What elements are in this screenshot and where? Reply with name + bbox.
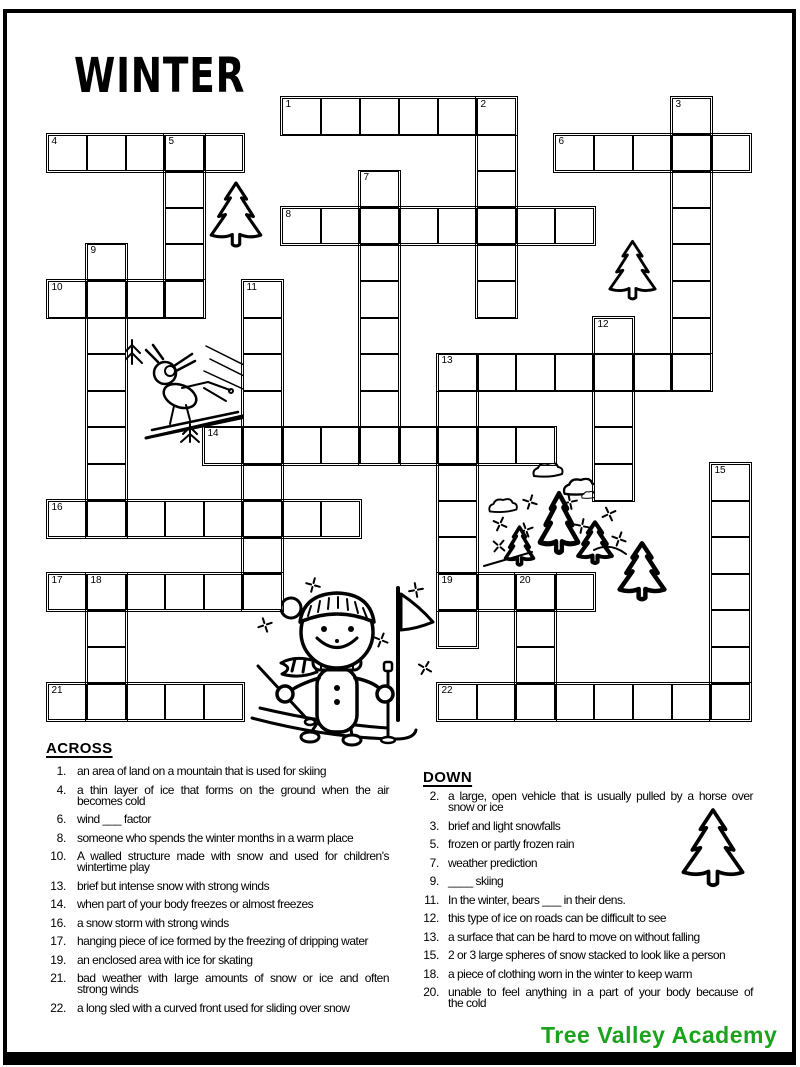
grid-cell[interactable] bbox=[477, 354, 516, 391]
clue-item bbox=[46, 936, 389, 947]
grid-cell[interactable] bbox=[516, 354, 555, 391]
grid-cell[interactable] bbox=[399, 98, 438, 135]
clue-number: 14. bbox=[50, 897, 66, 911]
clue-text: when part of your body freezes or almost freezes bbox=[77, 897, 314, 911]
grid-cell-number: 21 bbox=[51, 684, 63, 696]
tree-valley-academy-logo: Tree Valley Academy bbox=[541, 1022, 778, 1048]
clue-number: 18. bbox=[423, 966, 439, 981]
grid-cell[interactable] bbox=[672, 684, 711, 721]
clue-text: a surface that can be hard to move on without falling bbox=[448, 929, 700, 944]
grid-cell[interactable] bbox=[477, 427, 516, 464]
grid-cell[interactable] bbox=[672, 171, 711, 208]
clue-number: 8. bbox=[56, 830, 66, 845]
grid-cell[interactable] bbox=[711, 501, 750, 538]
clue-number: 13. bbox=[50, 878, 66, 893]
grid-cell[interactable] bbox=[321, 98, 360, 135]
clue-item bbox=[423, 966, 753, 981]
clue-text: a long sled with a curved front used for sliding over snow bbox=[77, 1000, 350, 1015]
clue-number: 6. bbox=[56, 812, 66, 826]
clue-item bbox=[46, 851, 389, 873]
down-clues-section bbox=[423, 769, 753, 1017]
grid-cell[interactable] bbox=[438, 537, 477, 574]
grid-cell-number: 15 bbox=[714, 465, 726, 476]
grid-cell[interactable] bbox=[360, 354, 399, 391]
clue-item bbox=[423, 791, 753, 813]
grid-cell[interactable] bbox=[672, 318, 711, 355]
grid-cell[interactable] bbox=[438, 427, 477, 464]
clue-item bbox=[423, 876, 753, 887]
grid-cell[interactable] bbox=[87, 574, 126, 611]
grid-cell[interactable] bbox=[516, 574, 555, 611]
grid-cell[interactable] bbox=[87, 464, 126, 501]
grid-cell[interactable] bbox=[672, 354, 711, 391]
grid-cell[interactable] bbox=[204, 501, 243, 538]
clue-number: 16. bbox=[50, 915, 66, 930]
grid-cell[interactable] bbox=[48, 684, 87, 721]
clue-item bbox=[46, 814, 389, 825]
grid-cell[interactable] bbox=[204, 574, 243, 611]
clue-number: 17. bbox=[50, 934, 66, 948]
grid-cell-number: 10 bbox=[51, 282, 63, 293]
grid-cell[interactable] bbox=[243, 464, 282, 501]
grid-cell-number: 20 bbox=[519, 574, 531, 586]
grid-cell[interactable] bbox=[594, 135, 633, 172]
clue-number: 19. bbox=[50, 952, 66, 967]
clue-item bbox=[423, 913, 753, 924]
grid-cell-number: 18 bbox=[90, 574, 102, 586]
down-header: DOWN bbox=[423, 769, 473, 786]
grid-cell-number: 14 bbox=[207, 428, 219, 440]
clue-text: brief and light snowfalls bbox=[448, 818, 561, 833]
grid-cell[interactable] bbox=[594, 391, 633, 428]
grid-cell[interactable] bbox=[477, 684, 516, 721]
clue-number: 22. bbox=[50, 1000, 66, 1015]
grid-cell[interactable] bbox=[48, 281, 87, 318]
grid-cell-number: 5 bbox=[168, 135, 175, 147]
grid-cell[interactable] bbox=[87, 244, 126, 281]
grid-cell-number: 16 bbox=[51, 501, 63, 513]
grid-cell[interactable] bbox=[282, 208, 321, 245]
clue-text: 2 or 3 large spheres of snow stacked to look like a person bbox=[448, 948, 726, 962]
grid-cell[interactable] bbox=[516, 684, 555, 721]
grid-cell[interactable] bbox=[516, 208, 555, 245]
grid-cell[interactable] bbox=[243, 281, 282, 318]
grid-cell[interactable] bbox=[165, 135, 204, 172]
grid-cell[interactable] bbox=[672, 244, 711, 281]
grid-cell[interactable] bbox=[204, 427, 243, 464]
clue-item bbox=[46, 766, 389, 777]
grid-cell[interactable] bbox=[87, 318, 126, 355]
grid-cell[interactable] bbox=[165, 574, 204, 611]
across-clues-section bbox=[46, 740, 389, 1021]
clue-text: bad weather with large amounts of snow or ice and often strong winds bbox=[77, 971, 389, 996]
grid-cell[interactable] bbox=[243, 391, 282, 428]
grid-cell-number: 11 bbox=[246, 282, 257, 293]
grid-cell[interactable] bbox=[438, 354, 477, 391]
clue-text: unable to feel anything in a part of your body because of the cold bbox=[448, 985, 753, 1010]
grid-cell[interactable] bbox=[360, 98, 399, 135]
grid-cell[interactable] bbox=[243, 354, 282, 391]
grid-cell-number: 1 bbox=[285, 99, 292, 110]
grid-cell[interactable] bbox=[126, 574, 165, 611]
grid-cell[interactable] bbox=[594, 427, 633, 464]
grid-cell-number: 17 bbox=[51, 574, 63, 586]
grid-cell[interactable] bbox=[243, 318, 282, 355]
clue-number: 12. bbox=[423, 911, 439, 925]
grid-cell-number: 22 bbox=[441, 684, 453, 696]
grid-cell-number: 19 bbox=[441, 574, 453, 586]
grid-cell[interactable] bbox=[633, 684, 672, 721]
clue-number: 1. bbox=[56, 764, 66, 778]
clue-number: 4. bbox=[56, 782, 66, 797]
grid-cell[interactable] bbox=[594, 354, 633, 391]
grid-cell[interactable] bbox=[165, 244, 204, 281]
clue-item bbox=[423, 950, 753, 961]
clue-number: 15. bbox=[423, 948, 439, 962]
clue-text: this type of ice on roads can be difficult to see bbox=[448, 911, 667, 925]
grid-cell[interactable] bbox=[126, 684, 165, 721]
grid-cell[interactable] bbox=[165, 208, 204, 245]
grid-cell[interactable] bbox=[360, 171, 399, 208]
grid-cell[interactable] bbox=[438, 610, 477, 647]
grid-cell[interactable] bbox=[360, 427, 399, 464]
clue-text: ____ skiing bbox=[448, 874, 504, 888]
grid-cell[interactable] bbox=[438, 98, 477, 135]
clue-text: someone who spends the winter months in a warm place bbox=[77, 830, 354, 845]
clue-item bbox=[423, 929, 753, 944]
grid-cell-number: 4 bbox=[51, 135, 58, 147]
grid-cell[interactable] bbox=[321, 208, 360, 245]
grid-cell[interactable] bbox=[204, 684, 243, 721]
grid-cell[interactable] bbox=[477, 574, 516, 611]
grid-cell[interactable] bbox=[87, 501, 126, 538]
grid-cell[interactable] bbox=[711, 537, 750, 574]
grid-cell[interactable] bbox=[633, 354, 672, 391]
grid-cell[interactable] bbox=[126, 135, 165, 172]
across-header: ACROSS bbox=[46, 740, 113, 757]
grid-cell[interactable] bbox=[87, 135, 126, 172]
grid-cell[interactable] bbox=[87, 281, 126, 318]
grid-cell[interactable] bbox=[672, 281, 711, 318]
grid-cell-number: 12 bbox=[597, 318, 609, 330]
grid-cell[interactable] bbox=[126, 501, 165, 538]
grid-cell-number: 13 bbox=[441, 355, 453, 367]
grid-cell[interactable] bbox=[672, 98, 711, 135]
grid-cell[interactable] bbox=[516, 647, 555, 684]
grid-cell[interactable] bbox=[399, 208, 438, 245]
grid-cell[interactable] bbox=[48, 501, 87, 538]
grid-cell-number: 8 bbox=[285, 208, 292, 220]
clue-item bbox=[423, 987, 753, 1009]
clue-number: 3. bbox=[429, 818, 439, 833]
clue-text: a snow storm with strong winds bbox=[77, 915, 229, 930]
grid-cell[interactable] bbox=[243, 574, 282, 611]
clue-item bbox=[423, 855, 753, 870]
clue-item bbox=[46, 973, 389, 995]
clue-text: a large, open vehicle that is usually pulled by a horse over snow or ice bbox=[448, 789, 753, 814]
grid-cell[interactable] bbox=[243, 537, 282, 574]
grid-cell[interactable] bbox=[165, 501, 204, 538]
clue-item bbox=[46, 899, 389, 910]
across-clue-list bbox=[46, 766, 389, 1014]
grid-cell[interactable] bbox=[438, 391, 477, 428]
grid-cell[interactable] bbox=[555, 684, 594, 721]
grid-cell[interactable] bbox=[321, 501, 360, 538]
grid-cell[interactable] bbox=[594, 464, 633, 501]
grid-cell[interactable] bbox=[360, 281, 399, 318]
grid-cell[interactable] bbox=[477, 135, 516, 172]
grid-cell[interactable] bbox=[87, 647, 126, 684]
clue-text: wind ___ factor bbox=[77, 812, 151, 826]
grid-cell[interactable] bbox=[48, 574, 87, 611]
clue-number: 5. bbox=[429, 837, 439, 851]
grid-cell[interactable] bbox=[555, 208, 594, 245]
clue-number: 10. bbox=[50, 849, 66, 863]
clue-item bbox=[46, 878, 389, 893]
clue-number: 2. bbox=[429, 789, 439, 803]
grid-cell[interactable] bbox=[711, 464, 750, 501]
clue-text: an area of land on a mountain that is used for skiing bbox=[77, 764, 327, 778]
clue-text: a piece of clothing worn in the winter to keep warm bbox=[448, 966, 692, 981]
grid-cell[interactable] bbox=[243, 427, 282, 464]
grid-cell-number: 7 bbox=[363, 172, 370, 184]
grid-cell[interactable] bbox=[477, 98, 516, 135]
grid-cell[interactable] bbox=[360, 318, 399, 355]
grid-cell[interactable] bbox=[165, 171, 204, 208]
grid-cell[interactable] bbox=[321, 427, 360, 464]
clue-item bbox=[46, 782, 389, 808]
grid-cell[interactable] bbox=[672, 135, 711, 172]
grid-cell[interactable] bbox=[87, 610, 126, 647]
pine-tree-icon bbox=[600, 238, 665, 306]
grid-cell[interactable] bbox=[87, 354, 126, 391]
grid-cell[interactable] bbox=[711, 574, 750, 611]
grid-cell[interactable] bbox=[438, 501, 477, 538]
grid-cell[interactable] bbox=[360, 208, 399, 245]
page-title: WINTER bbox=[74, 48, 246, 104]
clue-item bbox=[46, 915, 389, 930]
grid-cell-number: 2 bbox=[480, 99, 487, 110]
clue-number: 13. bbox=[423, 929, 439, 944]
grid-cell[interactable] bbox=[633, 135, 672, 172]
clue-item bbox=[46, 830, 389, 845]
grid-cell[interactable] bbox=[711, 684, 750, 721]
grid-cell[interactable] bbox=[516, 427, 555, 464]
clue-item bbox=[423, 892, 753, 907]
grid-cell[interactable] bbox=[165, 281, 204, 318]
grid-cell[interactable] bbox=[360, 244, 399, 281]
grid-cell[interactable] bbox=[477, 244, 516, 281]
grid-cell[interactable] bbox=[87, 684, 126, 721]
grid-cell[interactable] bbox=[477, 208, 516, 245]
clue-text: a thin layer of ice that forms on the ground when the air becomes cold bbox=[77, 782, 389, 808]
grid-cell[interactable] bbox=[87, 391, 126, 428]
grid-cell[interactable] bbox=[438, 574, 477, 611]
grid-cell[interactable] bbox=[711, 647, 750, 684]
grid-cell[interactable] bbox=[438, 464, 477, 501]
grid-cell[interactable] bbox=[555, 354, 594, 391]
clue-item bbox=[46, 952, 389, 967]
clue-text: In the winter, bears ___ in their dens. bbox=[448, 892, 626, 907]
clue-text: weather prediction bbox=[448, 855, 538, 870]
grid-cell[interactable] bbox=[360, 391, 399, 428]
clue-text: brief but intense snow with strong winds bbox=[77, 878, 270, 893]
grid-cell[interactable] bbox=[243, 501, 282, 538]
clue-number: 7. bbox=[429, 855, 439, 870]
clue-item bbox=[423, 839, 753, 850]
grid-cell-number: 3 bbox=[675, 99, 682, 110]
clue-item bbox=[46, 1000, 389, 1015]
grid-cell[interactable] bbox=[282, 501, 321, 538]
grid-cell[interactable] bbox=[594, 684, 633, 721]
grid-cell-number: 9 bbox=[90, 245, 97, 257]
clue-text: A walled structure made with snow and used for children's wintertime play bbox=[77, 849, 389, 874]
grid-cell[interactable] bbox=[672, 208, 711, 245]
grid-cell[interactable] bbox=[204, 135, 243, 172]
grid-cell[interactable] bbox=[711, 135, 750, 172]
grid-cell[interactable] bbox=[438, 684, 477, 721]
pine-tree-icon bbox=[205, 178, 267, 255]
grid-cell[interactable] bbox=[516, 610, 555, 647]
grid-cell[interactable] bbox=[165, 684, 204, 721]
clue-number: 21. bbox=[50, 971, 66, 985]
grid-cell[interactable] bbox=[477, 171, 516, 208]
clue-number: 11. bbox=[424, 892, 439, 907]
grid-cell[interactable] bbox=[438, 208, 477, 245]
grid-cell[interactable] bbox=[594, 318, 633, 355]
clue-text: an enclosed area with ice for skating bbox=[77, 952, 253, 967]
grid-cell[interactable] bbox=[48, 135, 87, 172]
clue-number: 9. bbox=[429, 874, 439, 888]
grid-cell[interactable] bbox=[282, 427, 321, 464]
grid-cell[interactable] bbox=[399, 427, 438, 464]
grid-cell[interactable] bbox=[477, 281, 516, 318]
clue-number: 20. bbox=[423, 985, 439, 999]
grid-cell-number: 6 bbox=[558, 135, 565, 147]
grid-cell[interactable] bbox=[282, 98, 321, 135]
grid-cell[interactable] bbox=[711, 610, 750, 647]
clue-text: frozen or partly frozen rain bbox=[448, 837, 575, 851]
grid-cell[interactable] bbox=[126, 281, 165, 318]
down-clue-list bbox=[423, 791, 753, 1009]
grid-cell[interactable] bbox=[555, 135, 594, 172]
clue-item bbox=[423, 818, 753, 833]
clue-text: hanging piece of ice formed by the freezing of dripping water bbox=[77, 934, 369, 948]
grid-cell[interactable] bbox=[555, 574, 594, 611]
grid-cell[interactable] bbox=[87, 427, 126, 464]
